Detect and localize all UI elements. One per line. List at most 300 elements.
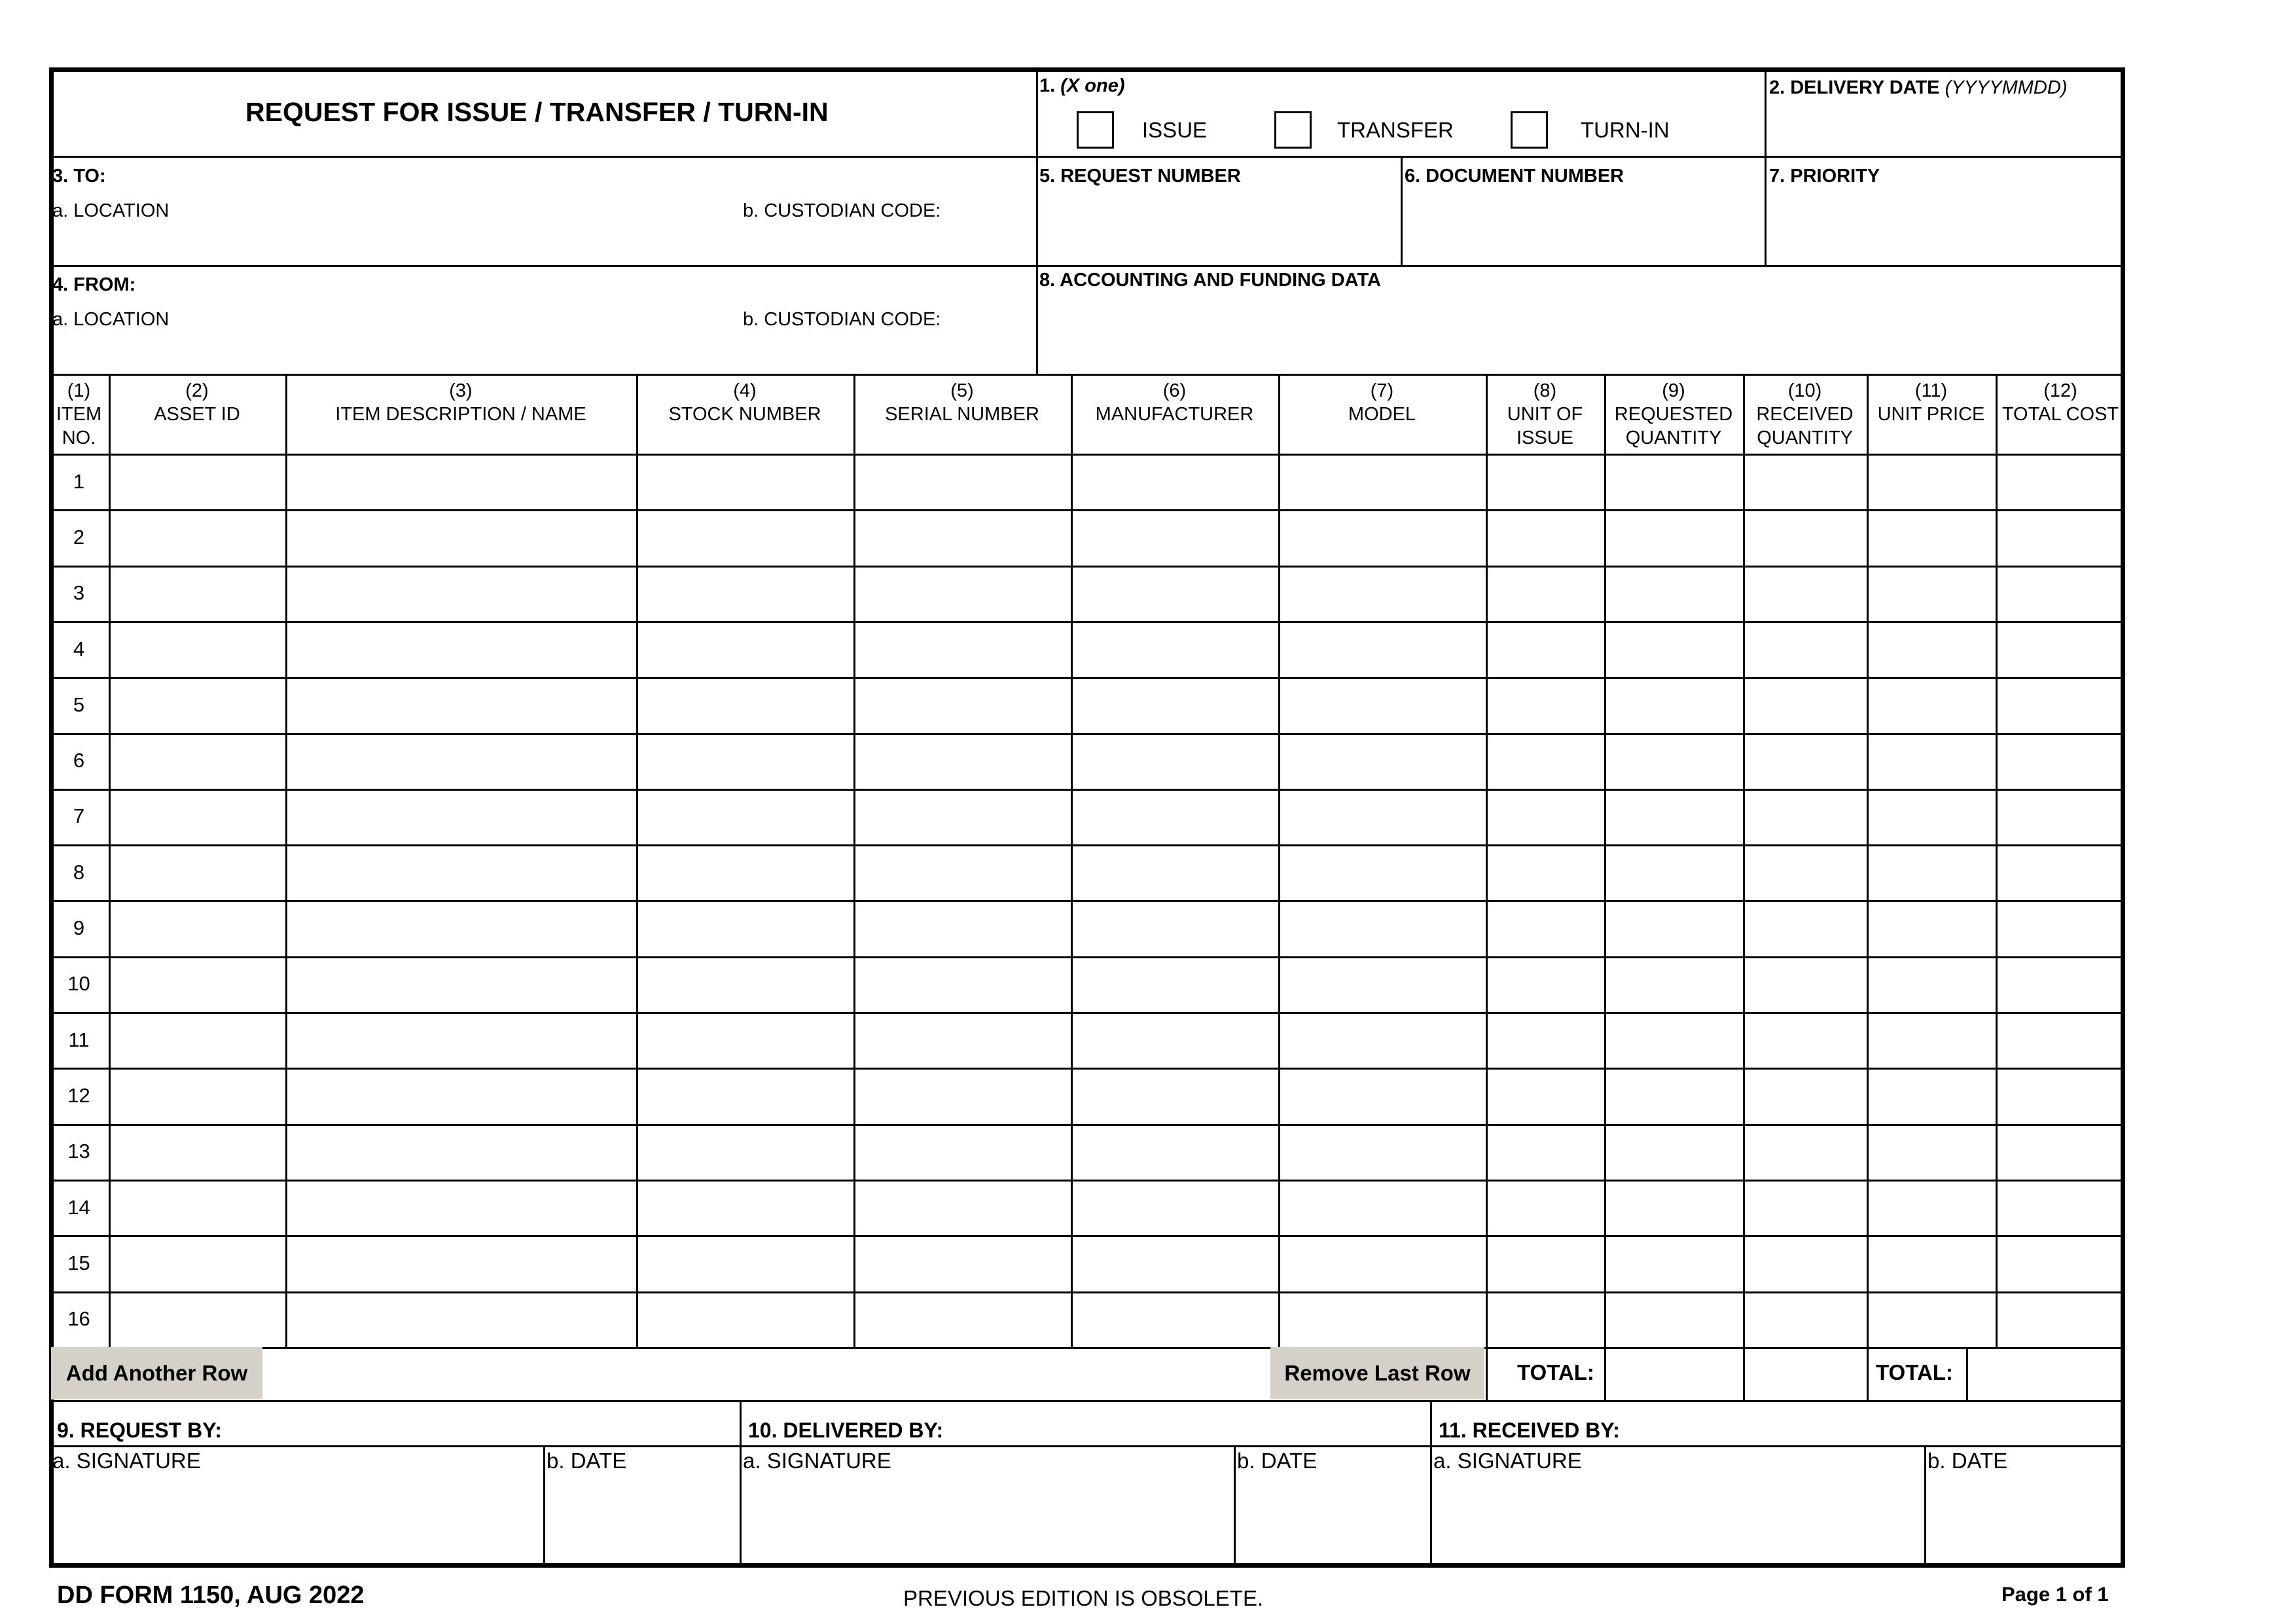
table-cell-input[interactable] [1746, 1070, 1864, 1121]
table-cell-input[interactable] [1607, 456, 1740, 507]
table-cell-input[interactable] [1746, 1182, 1864, 1233]
divider [1430, 1400, 1432, 1568]
row-number: 12 [67, 1084, 90, 1107]
delivery-date-label: 2. DELIVERY DATE (YYYYMMDD) [1769, 77, 2068, 98]
table-cell-input[interactable] [288, 847, 634, 897]
table-cell-input[interactable] [1073, 791, 1276, 842]
table-cell-input[interactable] [111, 1238, 283, 1288]
table-cell-input[interactable] [288, 568, 634, 619]
column-number: (8) [1533, 380, 1557, 401]
table-cell-input[interactable] [1746, 847, 1864, 897]
to-label: 3. TO: [52, 166, 106, 187]
table-cell-input[interactable] [1746, 512, 1864, 562]
table-cell-input[interactable] [856, 1238, 1068, 1288]
divider [1765, 67, 1767, 265]
received-signature-field[interactable] [1433, 1476, 1921, 1561]
edition-note: PREVIOUS EDITION IS OBSOLETE. [903, 1586, 1264, 1610]
column-label: SERIAL NUMBER [885, 404, 1039, 425]
table-cell-input[interactable] [1998, 1127, 2123, 1177]
table-cell-input[interactable] [1607, 624, 1740, 674]
table-cell-input[interactable] [1488, 959, 1602, 1009]
table-cell-input[interactable] [1281, 736, 1483, 786]
table-cell-input[interactable] [639, 679, 851, 730]
table-cell-input[interactable] [856, 847, 1068, 897]
table-cell-input[interactable] [639, 456, 851, 507]
table-cell-input[interactable] [1746, 624, 1864, 674]
table-cell-input[interactable] [1488, 1182, 1602, 1233]
table-cell-input[interactable] [1281, 903, 1483, 953]
table-cell-input[interactable] [1746, 1294, 1864, 1344]
column-header [111, 379, 283, 426]
column-number: (9) [1662, 380, 1685, 401]
issue-option-label: ISSUE [1142, 118, 1208, 142]
table-cell-input[interactable] [1998, 1070, 2123, 1121]
table-cell-input[interactable] [1998, 847, 2123, 897]
divider [49, 1124, 2125, 1126]
table-cell-input[interactable] [639, 1182, 851, 1233]
page-number: Page 1 of 1 [2001, 1583, 2109, 1606]
turn-in-checkbox[interactable] [1511, 111, 1548, 149]
from-location-field[interactable] [52, 334, 1031, 370]
table-cell-input[interactable] [1998, 1238, 2123, 1288]
received-date-label: b. DATE [1928, 1449, 2008, 1473]
column-header [1745, 379, 1865, 450]
divider [1743, 374, 1745, 1347]
table-cell-input[interactable] [856, 679, 1068, 730]
column-label: STOCK NUMBER [668, 404, 821, 425]
table-cell-input[interactable] [1073, 1127, 1276, 1177]
table-cell-input[interactable] [1869, 959, 1993, 1009]
table-cell-input[interactable] [111, 1015, 283, 1065]
table-cell-input[interactable] [1281, 959, 1483, 1009]
row-number: 15 [67, 1252, 90, 1274]
table-cell-input[interactable] [1869, 847, 1993, 897]
transfer-option-label: TRANSFER [1337, 118, 1454, 142]
table-cell-input[interactable] [856, 736, 1068, 786]
table-cell-input[interactable] [1746, 679, 1864, 730]
column-label: RECEIVED QUANTITY [1756, 404, 1854, 448]
table-cell-input[interactable] [1488, 903, 1602, 953]
table-cell-input[interactable] [1607, 736, 1740, 786]
column-number: (5) [950, 380, 974, 401]
divider [1867, 374, 1869, 1347]
table-cell-input[interactable] [1869, 624, 1993, 674]
divider [49, 1445, 2125, 1447]
divider [636, 374, 638, 1347]
table-cell-input[interactable] [639, 1070, 851, 1121]
table-cell-input[interactable] [288, 512, 634, 562]
block1-label: 1. (X one) [1039, 75, 1125, 96]
table-cell-input[interactable] [1607, 903, 1740, 953]
table-cell-input[interactable] [1281, 1294, 1483, 1344]
table-cell-input[interactable] [1488, 1070, 1602, 1121]
to-location-label: a. LOCATION [52, 200, 170, 221]
table-cell-input[interactable] [1281, 568, 1483, 619]
table-cell-input[interactable] [111, 568, 283, 619]
accounting-field[interactable] [1041, 298, 2121, 370]
table-cell-input[interactable] [1488, 1127, 1602, 1177]
table-cell-input[interactable] [1746, 1238, 1864, 1288]
table-cell-input[interactable] [111, 736, 283, 786]
table-cell-input[interactable] [1073, 456, 1276, 507]
divider [49, 1291, 2125, 1293]
table-cell-input[interactable] [856, 512, 1068, 562]
transfer-checkbox[interactable] [1274, 111, 1312, 149]
table-cell-input[interactable] [1488, 624, 1602, 674]
column-label: ITEM DESCRIPTION / NAME [335, 404, 586, 425]
table-cell-input[interactable] [856, 1294, 1068, 1344]
table-cell-input[interactable] [856, 791, 1068, 842]
table-cell-input[interactable] [1281, 1127, 1483, 1177]
request-date-field[interactable] [547, 1476, 736, 1561]
table-cell-input[interactable] [288, 903, 634, 953]
table-cell-input[interactable] [1281, 679, 1483, 730]
table-cell-input[interactable] [111, 903, 283, 953]
divider [49, 621, 2125, 623]
table-cell-input[interactable] [1746, 791, 1864, 842]
table-cell-input[interactable] [1073, 512, 1276, 562]
from-label: 4. FROM: [52, 274, 136, 295]
divider [1036, 67, 1038, 375]
table-cell-input[interactable] [1869, 1182, 1993, 1233]
row-number: 2 [73, 526, 85, 549]
table-cell-input[interactable] [639, 1127, 851, 1177]
divider [1604, 1347, 1606, 1400]
divider [49, 1068, 2125, 1070]
column-number: (3) [449, 380, 473, 401]
table-cell-input[interactable] [639, 736, 851, 786]
table-cell-input[interactable] [1998, 903, 2123, 953]
table-cell-input[interactable] [1073, 1070, 1276, 1121]
table-cell-input[interactable] [1281, 1015, 1483, 1065]
divider [109, 374, 111, 1347]
divider [740, 1400, 742, 1568]
table-cell-input[interactable] [1281, 512, 1483, 562]
column-number: (6) [1162, 380, 1187, 401]
column-number: (12) [2043, 380, 2077, 401]
table-cell-input[interactable] [1998, 1182, 2123, 1233]
table-cell-input[interactable] [1998, 1294, 2123, 1344]
received-by-label: 11. RECEIVED BY: [1439, 1418, 1620, 1442]
delivered-signature-field[interactable] [743, 1476, 1230, 1561]
table-cell-input[interactable] [1488, 847, 1602, 897]
table-cell-input[interactable] [856, 568, 1068, 619]
request-by-label: 9. REQUEST BY: [57, 1418, 222, 1442]
column-number: (7) [1370, 380, 1394, 401]
add-row-button[interactable]: Add Another Row [51, 1347, 262, 1399]
table-cell-input[interactable] [1607, 791, 1740, 842]
table-cell-input[interactable] [1488, 568, 1602, 619]
divider [49, 1012, 2125, 1014]
table-cell-input[interactable] [1869, 1070, 1993, 1121]
column-header [287, 379, 634, 426]
table-cell-input[interactable] [111, 679, 283, 730]
table-cell-input[interactable] [288, 736, 634, 786]
table-cell-input[interactable] [1281, 1070, 1483, 1121]
row-number: 4 [73, 638, 85, 660]
table-cell-input[interactable] [288, 1238, 634, 1288]
divider [853, 374, 855, 1347]
table-cell-input[interactable] [856, 1070, 1068, 1121]
table-cell-input[interactable] [856, 1182, 1068, 1233]
table-cell-input[interactable] [111, 1182, 283, 1233]
table-cell-input[interactable] [1073, 568, 1276, 619]
turn-in-option-label: TURN-IN [1581, 118, 1670, 142]
table-cell-input[interactable] [1607, 679, 1740, 730]
divider [49, 677, 2125, 679]
table-cell-input[interactable] [111, 791, 283, 842]
table-cell-input[interactable] [1869, 568, 1993, 619]
total-label: TOTAL: [1517, 1360, 1594, 1384]
divider [285, 374, 287, 1347]
table-cell-input[interactable] [1488, 679, 1602, 730]
table-cell-input[interactable] [1869, 1015, 1993, 1065]
column-label: TOTAL COST [2001, 404, 2119, 425]
table-cell-input[interactable] [1281, 456, 1483, 507]
table-cell-input[interactable] [1607, 1238, 1740, 1288]
table-cell-input[interactable] [1869, 1238, 1993, 1288]
table-cell-input[interactable] [1998, 456, 2123, 507]
table-cell-input[interactable] [1607, 1294, 1740, 1344]
table-cell-input[interactable] [1998, 736, 2123, 786]
table-cell-input[interactable] [1746, 1015, 1864, 1065]
table-cell-input[interactable] [639, 1238, 851, 1288]
delivered-date-field[interactable] [1237, 1476, 1427, 1561]
table-cell-input[interactable] [1869, 679, 1993, 730]
table-cell-input[interactable] [1488, 512, 1602, 562]
table-cell-input[interactable] [1869, 903, 1993, 953]
column-number: (2) [185, 380, 209, 401]
table-cell-input[interactable] [1998, 1015, 2123, 1065]
table-cell-input[interactable] [1281, 791, 1483, 842]
table-cell-input[interactable] [1998, 959, 2123, 1009]
divider [1071, 374, 1073, 1347]
table-cell-input[interactable] [288, 1182, 634, 1233]
request-signature-field[interactable] [52, 1476, 540, 1561]
column-label: MODEL [1348, 404, 1416, 425]
table-cell-input[interactable] [1607, 1127, 1740, 1177]
table-cell-input[interactable] [639, 624, 851, 674]
table-cell-input[interactable] [856, 456, 1068, 507]
column-number: (11) [1914, 380, 1948, 401]
row-number: 7 [73, 804, 85, 827]
table-cell-input[interactable] [1073, 1238, 1276, 1288]
column-label: ASSET ID [154, 404, 240, 425]
table-cell-input[interactable] [1607, 1182, 1740, 1233]
table-cell-input[interactable] [1073, 959, 1276, 1009]
request-number-field[interactable] [1041, 193, 1397, 262]
table-cell-input[interactable] [1869, 791, 1993, 842]
table-cell-input[interactable] [1488, 791, 1602, 842]
table-cell-input[interactable] [1607, 512, 1740, 562]
priority-field[interactable] [1769, 193, 2123, 262]
table-cell-input[interactable] [1073, 1015, 1276, 1065]
divider [49, 1180, 2125, 1182]
table-cell-input[interactable] [288, 1015, 634, 1065]
table-cell-input[interactable] [111, 847, 283, 897]
table-cell-input[interactable] [1869, 736, 1993, 786]
divider [49, 1347, 2125, 1349]
from-location-label: a. LOCATION [52, 309, 170, 330]
column-header [855, 379, 1069, 426]
divider [49, 956, 2125, 958]
total-cost-label: TOTAL: [1876, 1360, 1953, 1384]
column-label: MANUFACTURER [1095, 404, 1254, 425]
divider [1867, 1347, 1869, 1400]
table-cell-input[interactable] [288, 679, 634, 730]
table-cell-input[interactable] [1073, 903, 1276, 953]
table-cell-input[interactable] [1488, 1238, 1602, 1288]
divider [49, 509, 2125, 511]
table-cell-input[interactable] [1073, 847, 1276, 897]
column-label: ITEM NO. [56, 404, 102, 448]
table-cell-input[interactable] [639, 1294, 851, 1344]
to-location-field[interactable] [52, 226, 1031, 262]
table-cell-input[interactable] [1746, 456, 1864, 507]
column-header [1073, 379, 1276, 426]
table-cell-input[interactable] [288, 624, 634, 674]
row-number: 3 [73, 581, 85, 604]
table-cell-input[interactable] [1869, 456, 1993, 507]
table-cell-input[interactable] [639, 847, 851, 897]
table-cell-input[interactable] [111, 1127, 283, 1177]
delivered-date-label: b. DATE [1237, 1449, 1318, 1473]
table-cell-input[interactable] [856, 903, 1068, 953]
divider [1234, 1445, 1236, 1568]
table-cell-input[interactable] [1488, 1015, 1602, 1065]
table-cell-input[interactable] [856, 959, 1068, 1009]
to-custodian-label: b. CUSTODIAN CODE: [743, 200, 941, 221]
column-number: (4) [733, 380, 757, 401]
divider [49, 900, 2125, 902]
table-cell-input[interactable] [1607, 1070, 1740, 1121]
divider [49, 1235, 2125, 1237]
received-signature-label: a. SIGNATURE [1433, 1449, 1582, 1473]
divider [1996, 374, 1998, 1347]
received-date-field[interactable] [1928, 1476, 2121, 1561]
divider [1486, 1347, 1488, 1400]
table-cell-input[interactable] [639, 959, 851, 1009]
delivered-signature-label: a. SIGNATURE [743, 1449, 891, 1473]
document-number-label: 6. DOCUMENT NUMBER [1405, 166, 1624, 187]
table-cell-input[interactable] [1281, 1238, 1483, 1288]
table-cell-input[interactable] [1488, 736, 1602, 786]
column-label: REQUESTED QUANTITY [1614, 404, 1733, 448]
table-cell-input[interactable] [1607, 847, 1740, 897]
divider [49, 566, 2125, 568]
table-cell-input[interactable] [1488, 1294, 1602, 1344]
divider [49, 265, 2125, 267]
row-number: 6 [73, 749, 85, 772]
table-cell-input[interactable] [1998, 624, 2123, 674]
column-header [1606, 379, 1741, 450]
table-cell-input[interactable] [111, 959, 283, 1009]
row-number: 5 [73, 693, 85, 716]
column-number: (1) [67, 380, 91, 401]
table-cell-input[interactable] [1073, 1294, 1276, 1344]
table-cell-input[interactable] [1746, 959, 1864, 1009]
table-cell-input[interactable] [856, 1015, 1068, 1065]
table-cell-input[interactable] [639, 903, 851, 953]
table-cell-input[interactable] [288, 1070, 634, 1121]
table-cell-input[interactable] [1998, 679, 2123, 730]
table-cell-input[interactable] [1607, 959, 1740, 1009]
table-cell-input[interactable] [1869, 1294, 1993, 1344]
divider [49, 374, 2125, 376]
delivery-date-field[interactable] [1767, 105, 2121, 153]
table-cell-input[interactable] [639, 512, 851, 562]
table-cell-input[interactable] [288, 1294, 634, 1344]
table-cell-input[interactable] [639, 568, 851, 619]
divider [1743, 1347, 1745, 1400]
table-cell-input[interactable] [288, 959, 634, 1009]
total-cost-field[interactable] [1969, 1350, 2123, 1398]
divider [1486, 374, 1488, 1347]
table-cell-input[interactable] [1869, 1127, 1993, 1177]
table-cell-input[interactable] [1746, 568, 1864, 619]
table-cell-input[interactable] [639, 791, 851, 842]
table-cell-input[interactable] [288, 791, 634, 842]
table-cell-input[interactable] [1746, 903, 1864, 953]
table-cell-input[interactable] [111, 624, 283, 674]
table-cell-input[interactable] [1607, 568, 1740, 619]
divider [49, 156, 2125, 158]
request-number-label: 5. REQUEST NUMBER [1039, 166, 1241, 187]
issue-checkbox[interactable] [1077, 111, 1114, 149]
table-cell-input[interactable] [288, 1127, 634, 1177]
table-cell-input[interactable] [1998, 512, 2123, 562]
table-cell-input[interactable] [1281, 624, 1483, 674]
table-cell-input[interactable] [1998, 568, 2123, 619]
table-cell-input[interactable] [288, 456, 634, 507]
row-number: 14 [67, 1196, 90, 1219]
table-cell-input[interactable] [1998, 791, 2123, 842]
form-id: DD FORM 1150, AUG 2022 [57, 1581, 365, 1609]
table-cell-input[interactable] [1746, 1127, 1864, 1177]
divider [1604, 374, 1606, 1347]
table-cell-input[interactable] [111, 1070, 283, 1121]
row-number: 10 [67, 972, 90, 995]
row-number: 13 [67, 1140, 90, 1163]
from-custodian-label: b. CUSTODIAN CODE: [743, 309, 941, 330]
table-cell-input[interactable] [1073, 1182, 1276, 1233]
remove-row-button[interactable]: Remove Last Row [1270, 1347, 1484, 1399]
document-number-field[interactable] [1405, 193, 1761, 262]
table-cell-input[interactable] [1073, 624, 1276, 674]
row-number: 9 [73, 916, 85, 939]
table-cell-input[interactable] [1869, 512, 1993, 562]
table-cell-input[interactable] [1281, 1182, 1483, 1233]
total-quantity-field[interactable] [1607, 1350, 1740, 1398]
table-cell-input[interactable] [856, 624, 1068, 674]
table-cell-input[interactable] [111, 1294, 283, 1344]
table-cell-input[interactable] [1281, 847, 1483, 897]
table-cell-input[interactable] [1746, 736, 1864, 786]
column-header [1869, 379, 1994, 426]
table-cell-input[interactable] [856, 1127, 1068, 1177]
delivered-by-label: 10. DELIVERED BY: [748, 1418, 944, 1442]
table-cell-input[interactable] [1073, 679, 1276, 730]
table-cell-input[interactable] [111, 456, 283, 507]
table-cell-input[interactable] [1073, 736, 1276, 786]
column-label: UNIT OF ISSUE [1507, 404, 1583, 448]
table-cell-input[interactable] [1607, 1015, 1740, 1065]
form-title: REQUEST FOR ISSUE / TRANSFER / TURN-IN [245, 97, 829, 127]
table-cell-input[interactable] [1488, 456, 1602, 507]
request-date-label: b. DATE [547, 1449, 627, 1473]
table-cell-input[interactable] [111, 512, 283, 562]
table-cell-input[interactable] [639, 1015, 851, 1065]
